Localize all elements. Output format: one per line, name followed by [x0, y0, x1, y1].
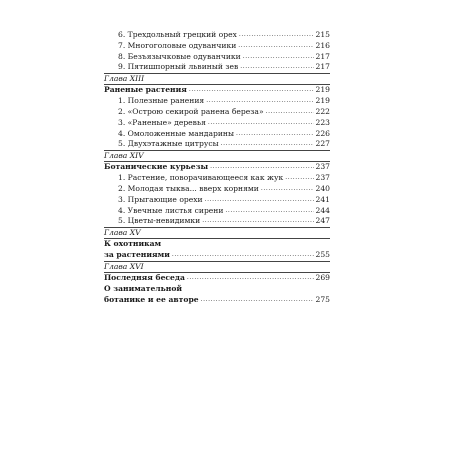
entry-text: 5. Двухэтажные цитрусы: [118, 139, 219, 149]
entry-text: 8. Безъязычковые одуванчики: [118, 51, 241, 61]
toc-item: [104, 118, 330, 129]
toc-item: [104, 107, 330, 118]
page-number: 219: [315, 96, 330, 106]
dot-leader: [239, 30, 314, 41]
page-number: 216: [315, 40, 330, 50]
entry-text: 4. Омоложенные мандарины: [118, 128, 235, 138]
table-of-contents: [104, 30, 330, 305]
section-title: [104, 284, 330, 295]
dot-leader: [206, 96, 313, 107]
toc-item: [104, 96, 330, 107]
page-number: 241: [315, 194, 330, 204]
toc-item: [104, 52, 330, 63]
dot-leader: [210, 162, 313, 173]
page-number: 247: [315, 216, 330, 226]
chapter-heading: [104, 74, 330, 84]
page-number: 223: [315, 117, 330, 127]
entry-text: 1. Полезные ранения: [118, 96, 205, 106]
page-number: 226: [315, 128, 330, 138]
dot-leader: [238, 41, 313, 52]
entry-text: 2. Молодая тыква... вверх корнями: [118, 183, 259, 193]
dot-leader: [243, 52, 314, 63]
dot-leader: [285, 173, 313, 184]
section-title: [104, 162, 330, 173]
chapter-heading: [104, 151, 330, 161]
toc-item: [104, 129, 330, 140]
page-number: 217: [315, 51, 330, 61]
dot-leader: [240, 62, 313, 73]
dot-leader: [205, 195, 314, 206]
page-number: 227: [315, 139, 330, 149]
chapter-heading: [104, 228, 330, 238]
dot-leader: [202, 216, 313, 227]
entry-text: 1. Растение, поворачивающееся как жук: [118, 173, 284, 183]
page-number: 237: [315, 173, 330, 183]
entry-text: Последняя беседа: [104, 273, 185, 283]
section-title: [104, 250, 330, 261]
toc-item: [104, 62, 330, 73]
section-title: [104, 85, 330, 96]
toc-item: [104, 30, 330, 41]
toc-item: [104, 139, 330, 150]
toc-item: [104, 195, 330, 206]
entry-text: К охотникам: [104, 239, 162, 249]
entry-text: Глава XIV: [104, 151, 144, 161]
entry-text: О занимательной: [104, 283, 183, 293]
entry-text: Ботанические курьезы: [104, 162, 209, 172]
dot-leader: [187, 273, 314, 284]
page-number: 217: [315, 62, 330, 72]
entry-text: 9. Пятишпорный львиный зев: [118, 62, 239, 72]
entry-text: Глава XVI: [104, 261, 144, 271]
dot-leader: [189, 85, 314, 96]
page-number: 215: [315, 30, 330, 39]
section-title: [104, 295, 330, 306]
page-number: 275: [315, 294, 330, 304]
page-number: 255: [315, 250, 330, 260]
toc-item: [104, 216, 330, 227]
entry-text: Глава XIII: [104, 74, 145, 84]
entry-text: 3. «Раненые» деревья: [118, 117, 206, 127]
toc-item: [104, 41, 330, 52]
dot-leader: [266, 107, 314, 118]
dot-leader: [208, 118, 314, 129]
page-number: 240: [315, 183, 330, 193]
toc-item: [104, 173, 330, 184]
page-number: 269: [315, 273, 330, 283]
dot-leader: [225, 206, 313, 217]
entry-text: 7. Многоголовые одуванчики: [118, 40, 237, 50]
page-number: 222: [315, 106, 330, 116]
entry-text: Глава XV: [104, 228, 141, 238]
entry-text: Раненые растения: [104, 85, 187, 95]
entry-text: 4. Увечные листья сирени: [118, 205, 224, 215]
dot-leader: [172, 250, 314, 261]
entry-text: 6. Трехдольный грецкий орех: [118, 30, 237, 39]
entry-text: 2. «Острою секирой ранена береза»: [118, 106, 264, 116]
entry-text: 3. Прыгающие орехи: [118, 194, 203, 204]
page-number: 237: [315, 162, 330, 172]
toc-item: [104, 184, 330, 195]
dot-leader: [261, 184, 314, 195]
dot-leader: [221, 139, 314, 150]
page-number: 244: [315, 205, 330, 215]
section-title: [104, 273, 330, 284]
page-number: 219: [315, 85, 330, 95]
chapter-heading: [104, 262, 330, 272]
toc-item: [104, 206, 330, 217]
section-title: [104, 239, 330, 250]
dot-leader: [201, 295, 314, 306]
entry-text: за растениями: [104, 250, 170, 260]
entry-text: 5. Цветы-невидимки: [118, 216, 201, 226]
entry-text: ботанике и ее авторе: [104, 294, 199, 304]
dot-leader: [236, 129, 313, 140]
